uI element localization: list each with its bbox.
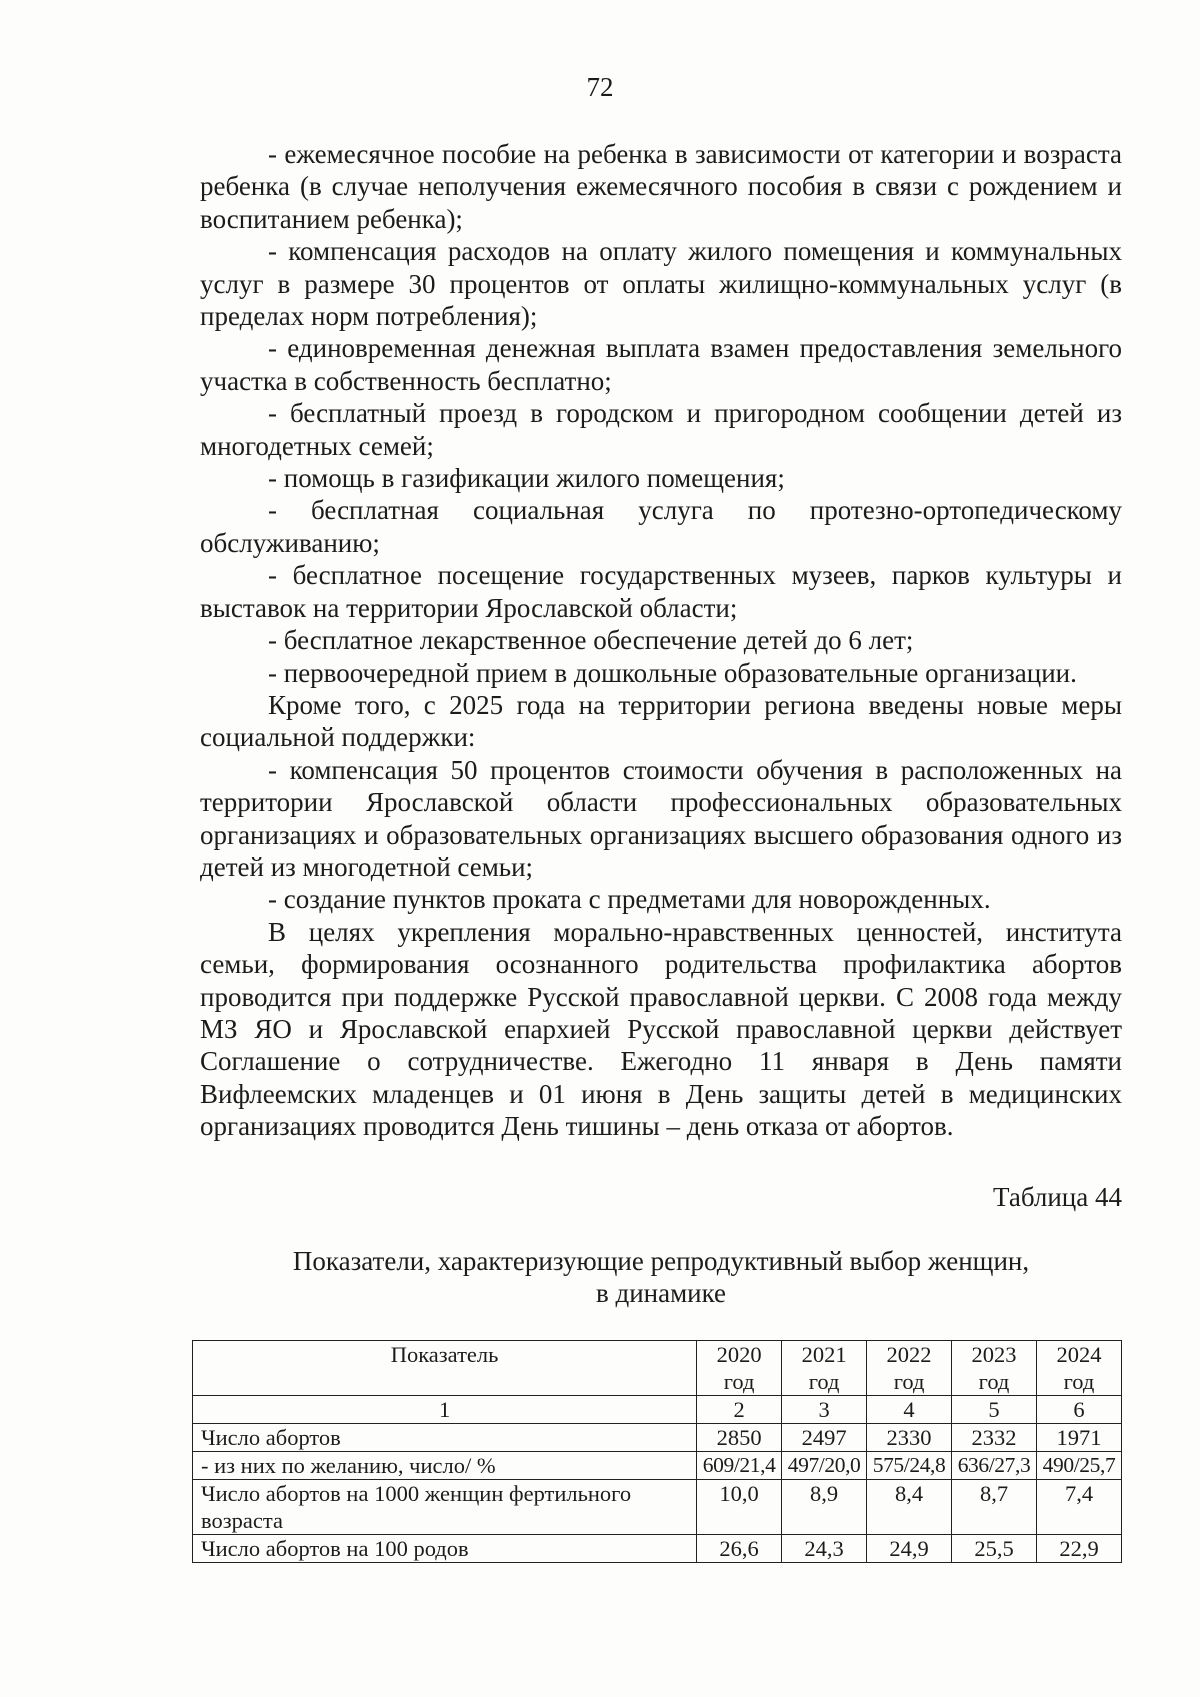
table-cell: 2497 <box>782 1424 867 1452</box>
header-row <box>193 1341 1122 1396</box>
table-cell: 8,7 <box>952 1480 1037 1535</box>
year: 2024 <box>1056 1342 1102 1367</box>
paragraph: - ежемесячное пособие на ребенка в зависимости от категории и возраста ребенка (в случае неполучения ежемесячного пособия в связи с рождением и воспитанием ребенка); <box>200 139 1122 234</box>
paragraph: - компенсация расходов на оплату жилого помещения и коммунальных услуг в размере 30 процентов от оплаты жилищно-коммунальных услуг (в пределах норм потребления); <box>200 236 1122 332</box>
header-year <box>867 1341 952 1396</box>
row-label: - из них по желанию, число/ % <box>193 1452 697 1480</box>
table-cell: 2850 <box>697 1424 782 1452</box>
year-unit: год <box>723 1369 755 1394</box>
row-label: Число абортов на 1000 женщин фертильного возраста <box>193 1480 697 1535</box>
header-year <box>697 1341 782 1396</box>
paragraph: - создание пунктов проката с предметами для новорожденных. <box>268 884 991 915</box>
page-number: 72 <box>586 72 614 102</box>
table-cell: 10,0 <box>697 1480 782 1535</box>
table-cell: 24,3 <box>782 1535 867 1563</box>
table-cell: 25,5 <box>952 1535 1037 1563</box>
year-unit: год <box>808 1369 840 1394</box>
table-cell: 490/25,7 <box>1037 1452 1122 1480</box>
table-title-line-2: в динамике <box>595 1278 727 1308</box>
paragraph: - помощь в газификации жилого помещения; <box>268 463 785 494</box>
header-year <box>952 1341 1037 1396</box>
header-year <box>782 1341 867 1396</box>
table-cell: 497/20,0 <box>782 1452 867 1480</box>
data-table <box>192 1340 1122 1563</box>
column-number: 1 <box>193 1396 697 1424</box>
row-label: Число абортов <box>193 1424 697 1452</box>
column-number-row <box>193 1396 1122 1424</box>
paragraph: - бесплатный проезд в городском и пригородном сообщении детей из многодетных семей; <box>200 398 1122 461</box>
column-number: 6 <box>1037 1396 1122 1424</box>
table-row <box>193 1452 1122 1480</box>
table-row <box>193 1480 1122 1535</box>
table-cell: 609/21,4 <box>697 1452 782 1480</box>
year: 2021 <box>801 1342 847 1367</box>
table-title <box>200 1245 1122 1309</box>
table-cell: 575/24,8 <box>867 1452 952 1480</box>
table-caption: Таблица 44 <box>993 1182 1122 1212</box>
year: 2023 <box>971 1342 1017 1367</box>
table-cell: 2330 <box>867 1424 952 1452</box>
paragraph: В целях укрепления морально-нравственных ценностей, института семьи, формирования осознанного родительства профилактика абортов проводится при поддержке Русской православной церкви. С 2008 года между МЗ ЯО и Ярославской епархией Русской православной церкви действует Соглашение о сотрудничестве. Ежегодно 11 января в День памяти Вифлеемских младенцев и 01 июня в День защиты детей в медицинских организациях проводится День тишины – день отказа от абортов. <box>200 916 1122 1142</box>
table-cell: 636/27,3 <box>952 1452 1037 1480</box>
header-indicator: Показатель <box>193 1341 697 1396</box>
paragraph: - бесплатная социальная услуга по протезно-ортопедическому обслуживанию; <box>200 495 1122 558</box>
paragraph: Кроме того, с 2025 года на территории региона введены новые меры социальной поддержки: <box>200 689 1122 753</box>
column-number: 3 <box>782 1396 867 1424</box>
year: 2022 <box>886 1342 932 1367</box>
paragraph: - бесплатное лекарственное обеспечение детей до 6 лет; <box>268 625 914 656</box>
column-number: 4 <box>867 1396 952 1424</box>
header-year <box>1037 1341 1122 1396</box>
table-cell: 7,4 <box>1037 1480 1122 1535</box>
column-number: 2 <box>697 1396 782 1424</box>
body-text <box>200 138 1122 1143</box>
table-row <box>193 1535 1122 1563</box>
paragraph: - первоочередной прием в дошкольные образовательные организации. <box>268 657 1077 688</box>
paragraph: - бесплатное посещение государственных музеев, парков культуры и выставок на территории Ярославской области; <box>200 560 1122 623</box>
table-cell: 8,4 <box>867 1480 952 1535</box>
table-cell: 22,9 <box>1037 1535 1122 1563</box>
table-cell: 26,6 <box>697 1535 782 1563</box>
table-cell: 2332 <box>952 1424 1037 1452</box>
table-cell: 8,9 <box>782 1480 867 1535</box>
row-label: Число абортов на 100 родов <box>193 1535 697 1563</box>
paragraph: - компенсация 50 процентов стоимости обучения в расположенных на территории Ярославской области профессиональных образовательных организациях и образовательных организациях высшего образования одного из детей из многодетной семьи; <box>200 754 1122 882</box>
paragraph: - единовременная денежная выплата взамен предоставления земельного участка в собственность бесплатно; <box>200 333 1122 396</box>
column-number: 5 <box>952 1396 1037 1424</box>
table-title-line-1: Показатели, характеризующие репродуктивный выбор женщин, <box>292 1246 1030 1276</box>
table-cell: 1971 <box>1037 1424 1122 1452</box>
year-unit: год <box>978 1369 1010 1394</box>
year-unit: год <box>1063 1369 1095 1394</box>
table-cell: 24,9 <box>867 1535 952 1563</box>
table-row <box>193 1424 1122 1452</box>
year-unit: год <box>893 1369 925 1394</box>
year: 2020 <box>716 1342 762 1367</box>
